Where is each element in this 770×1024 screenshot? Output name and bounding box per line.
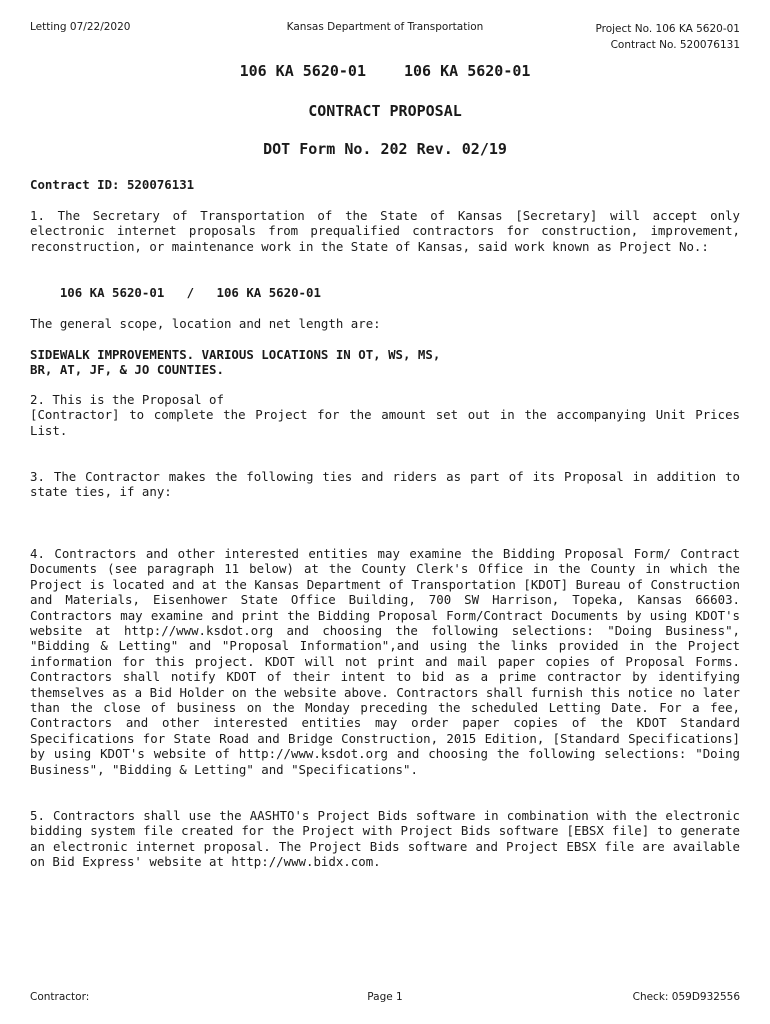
project-number-line: 106 KA 5620-01 / 106 KA 5620-01 bbox=[30, 285, 321, 300]
scope-line-1: SIDEWALK IMPROVEMENTS. VARIOUS LOCATIONS IN OT, WS, MS, bbox=[30, 347, 441, 362]
footer-page-number: Page 1 bbox=[367, 991, 403, 1003]
project-title-b: 106 KA 5620-01 bbox=[404, 62, 531, 80]
paragraph-4: 4. Contractors and other interested entities may examine the Bidding Proposal Form/ Contract Documents (see paragraph 11 below) at the County Clerk's Office in the County in which the Project is located and at the Kansas Department of Transportation [KDOT] Bureau of Construction and Materials, Eisenhower State Office Building, 700 SW Harrison, Topeka, Kansas 66603. Contractors may examine and print the Bidding Proposal Form/Contract Documents by using KDOT's website at http://www.ksdot.org and choosing the following selections: "Doing Business", "Bidding & Letting" and "Proposal Information",and using the links provided in the Project information for this project. KDOT will not print and mail paper copies of Proposal Forms. Contractors shall notify KDOT of their intent to bid as a prime contractor by identifying themselves as a Bid Holder on the website above. Contractors shall furnish this notice no later than the close of business on the Monday preceding the scheduled Letting Date. For a fee, Contractors and other interested entities may order paper copies of the KDOT Standard Specifications for State Road and Bridge Construction, 2015 Edition, [Standard Specifications] by using KDOT's website of http://www.ksdot.org and choosing the following selections: "Doing Business", "Bidding & Letting" and "Specifications". bbox=[30, 546, 740, 777]
form-title: DOT Form No. 202 Rev. 02/19 bbox=[263, 140, 507, 158]
header-project-number: Project No. 106 KA 5620-01 bbox=[595, 23, 740, 35]
footer-check: Check: 059D932556 bbox=[632, 991, 740, 1003]
proposal-title: CONTRACT PROPOSAL bbox=[308, 102, 462, 120]
paragraph-3: 3. The Contractor makes the following ties and riders as part of its Proposal in addition to state ties, if any: bbox=[30, 469, 740, 500]
scope-line-2: BR, AT, JF, & JO COUNTIES. bbox=[30, 362, 224, 378]
project-title-a: 106 KA 5620-01 bbox=[239, 62, 366, 80]
header-project-info bbox=[595, 21, 740, 53]
paragraph-2-line-1: 2. This is the Proposal of bbox=[30, 392, 224, 407]
project-title bbox=[0, 62, 770, 80]
header-contract-number: Contract No. 520076131 bbox=[610, 39, 740, 51]
scope-intro: The general scope, location and net length are: bbox=[30, 316, 381, 331]
paragraph-5: 5. Contractors shall use the AASHTO's Project Bids software in combination with the electronic bidding system file created for the Project with Project Bids software [EBSX file] to generate an electronic internet proposal. The Project Bids software and Project EBSX file are available on Bid Express' website at http://www.bidx.com. bbox=[30, 808, 740, 870]
paragraph-2-body: [Contractor] to complete the Project for the amount set out in the accompanying Unit Prices List. bbox=[30, 407, 740, 438]
contract-id: Contract ID: 520076131 bbox=[30, 177, 195, 192]
scope-description bbox=[30, 347, 440, 378]
agency-name: Kansas Department of Transportation bbox=[286, 21, 484, 33]
footer-contractor: Contractor: bbox=[30, 991, 90, 1003]
paragraph-2 bbox=[30, 392, 740, 438]
paragraph-1: 1. The Secretary of Transportation of the State of Kansas [Secretary] will accept only electronic internet proposals from prequalified contractors for construction, improvement, reconstruction, or maintenance work in the State of Kansas, said work known as Project No.: bbox=[30, 208, 740, 254]
letting-date: Letting 07/22/2020 bbox=[30, 21, 131, 33]
